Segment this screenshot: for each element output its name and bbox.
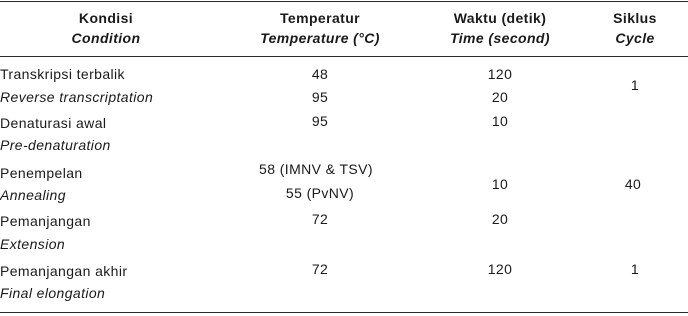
header-kondisi: Kondisi (78, 10, 134, 26)
row-reverse-transcription-time: 120 (487, 66, 513, 82)
header-waktu: Waktu (detik) (453, 10, 547, 26)
row-pre-denaturation-time: 10 (491, 113, 509, 129)
row-final-elongation-label-en: Final elongation (0, 285, 106, 301)
row-final-elongation-label: Pemanjangan akhir (0, 263, 128, 279)
header-time: Time (second) (450, 30, 550, 46)
row-pre-denaturation-temp: 95 (311, 113, 329, 129)
row-reverse-transcription-temp: 48 (311, 66, 329, 82)
header-temperature: Temperature (°C) (260, 30, 380, 46)
row-extension-time: 20 (491, 211, 509, 227)
header-temperatur: Temperatur (280, 10, 360, 26)
row-pre-denaturation-label-en: Pre-denaturation (0, 137, 111, 153)
row-annealing-time: 10 (491, 176, 509, 192)
table-bottom-rule (0, 312, 688, 313)
row-pre-denaturation-label: Denaturasi awal (0, 115, 107, 131)
cycle-group-40: 40 (624, 176, 642, 192)
row-reverse-transcription-label-en: Reverse transcriptation (0, 89, 154, 105)
cycle-group-1: 1 (630, 77, 640, 93)
header-condition: Condition (71, 30, 141, 46)
row-final-elongation-temp: 72 (311, 261, 329, 277)
row-reverse-transcription-label: Transkripsi terbalik (0, 66, 125, 82)
row-extension-temp: 72 (311, 211, 329, 227)
table-top-rule (0, 1, 688, 2)
header-rule (0, 56, 688, 57)
header-cycle: Cycle (615, 30, 655, 46)
row-final-elongation-cycle: 1 (630, 261, 640, 277)
row-annealing-temp: 58 (IMNV & TSV) (259, 161, 373, 177)
row-extension-label-en: Extension (0, 236, 66, 252)
row-annealing-label-en: Annealing (0, 187, 66, 203)
row-reverse-transcription-time-2: 20 (491, 89, 509, 105)
row-annealing-temp-2: 55 (PvNV) (285, 185, 355, 201)
row-annealing-label: Penempelan (0, 165, 83, 181)
header-siklus: Siklus (613, 10, 657, 26)
row-reverse-transcription-temp-2: 95 (311, 89, 329, 105)
row-final-elongation-time: 120 (487, 261, 513, 277)
row-extension-label: Pemanjangan (0, 213, 91, 229)
